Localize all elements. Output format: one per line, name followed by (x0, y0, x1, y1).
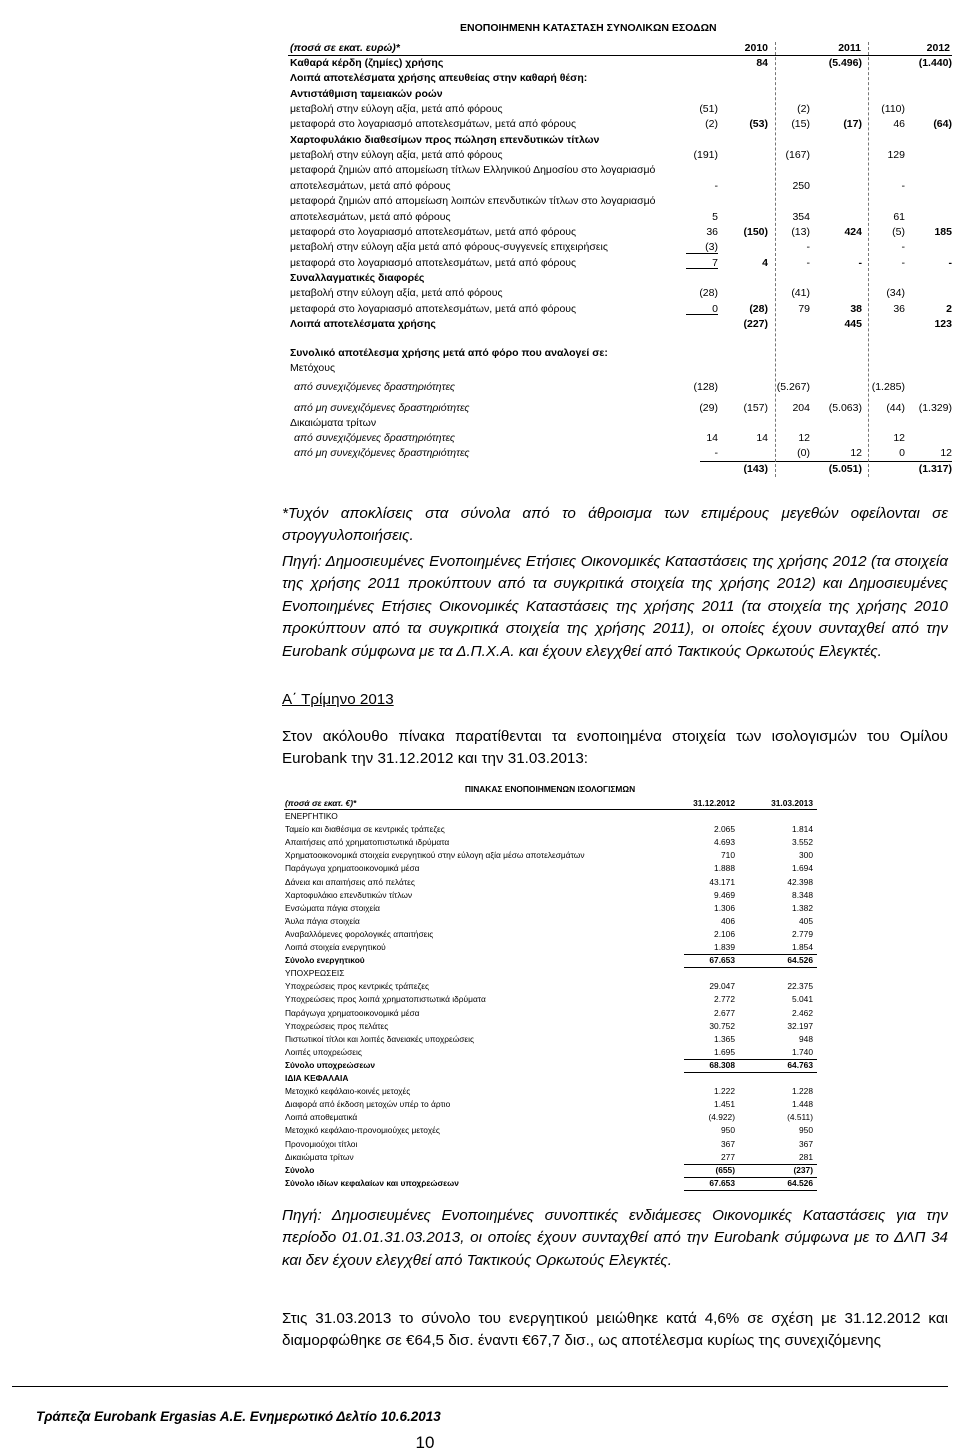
cell-value: 405 (799, 915, 813, 926)
cell-value: - (714, 447, 718, 459)
cell-value: (64) (933, 118, 952, 130)
row-label: Παράγωγα χρηματοοικονομικά μέσα (285, 1007, 420, 1018)
cell-value: (1.440) (918, 57, 952, 69)
row-label: ΥΠΟΧΡΕΩΣΕΙΣ (285, 968, 345, 979)
cell-value: 710 (721, 850, 735, 861)
cell-value: 36 (706, 226, 718, 238)
cell-value: 22.375 (787, 981, 813, 992)
row-label: Δάνεια και απαιτήσεις από πελάτες (285, 876, 415, 887)
cell-value: - (806, 241, 810, 253)
cell-value: 367 (799, 1138, 813, 1149)
cell-value: 4 (762, 257, 768, 269)
cell-value: - (901, 257, 905, 269)
table2-row (0, 1046, 960, 1059)
row-label: Παράγωγα χρηματοοικονομικά μέσα (285, 863, 420, 874)
table2-rule (684, 1164, 817, 1165)
row-label: Άυλα πάγια στοιχεία (285, 915, 360, 926)
source-note-1: Πηγή: Δημοσιευμένες Ενοποιημένες Ετήσιες Οικονομικές Καταστάσεις της χρήσης 2012 (τα στοιχεία της χρήσης 2011 προκύπτουν από τα συγκριτικά στοιχεία της χρήσης 2012) και Δημοσιευμένες Ενοποιημένες Ετήσιες Οικονομικές Καταστάσεις της χρήσης 2011 (τα στοιχεία της χρήσης 2010 προκύπτουν από τα συγκριτικά στοιχεία της χρήσης 2011), οι οποίες έχουν συνταχθεί από την Eurobank σύμφωνα με τα Δ.Π.Χ.Α. και έχουν ελεγχθεί από Τακτικούς Ορκωτούς Ελεγκτές. (282, 553, 948, 660)
section-heading: Α΄ Τρίμηνο 2013 (282, 691, 394, 708)
cell-value: 354 (792, 211, 810, 223)
footer-text: Τράπεζα Eurobank Ergasias A.E. Ενημερωτικό Δελτίο 10.6.2013 (36, 1409, 441, 1424)
cell-value: 4.693 (714, 837, 735, 848)
cell-value: 2.779 (792, 928, 813, 939)
cell-value: 1.694 (792, 863, 813, 874)
cell-value: (2) (797, 103, 810, 115)
cell-value: 281 (799, 1151, 813, 1162)
table2-row (0, 1059, 960, 1072)
cell-value: 32.197 (787, 1020, 813, 1031)
cell-value: 2.772 (714, 994, 735, 1005)
row-label: Χαρτοφυλάκιο διαθεσίμων προς πώληση επενδυτικών τίτλων (290, 134, 600, 146)
table2-row (0, 941, 960, 954)
cell-value: (4.922) (708, 1112, 735, 1123)
cell-value: (5) (892, 226, 905, 238)
table2-row (0, 849, 960, 862)
rounding-note: *Τυχόν αποκλίσεις στα σύνολα από το άθροισμα των επιμέρους μεγεθών οφείλονται σε στρογγυλοποιήσεις. (282, 505, 948, 545)
row-label: ΕΝΕΡΓΗΤΙΚΟ (285, 811, 338, 821)
cell-value: (17) (843, 118, 862, 130)
table2-row (0, 1007, 960, 1020)
year-2011: 2011 (838, 42, 861, 54)
table2-title: ΠΙΝΑΚΑΣ ΕΝΟΠΟΙΗΜΕΝΩΝ ΙΣΟΛΟΓΙΣΜΩΝ (464, 784, 636, 794)
table2-row (0, 876, 960, 889)
row-label: Μετοχικό κεφάλαιο-προνομιούχες μετοχές (285, 1125, 440, 1136)
cell-value: 406 (721, 915, 735, 926)
cell-value: (44) (886, 402, 905, 414)
table2-row (0, 862, 960, 875)
cell-value: 2.462 (792, 1007, 813, 1018)
cell-value: 445 (844, 318, 862, 330)
table2-row (0, 836, 960, 849)
cell-value: 67.653 (709, 955, 735, 966)
cell-value: (157) (743, 402, 768, 414)
cell-value: 1.448 (792, 1099, 813, 1110)
table2-row (0, 980, 960, 993)
cell-value: 12 (940, 447, 952, 459)
cell-value: 14 (706, 432, 718, 444)
table2-row (0, 902, 960, 915)
cell-value: 9.469 (714, 889, 735, 900)
cell-value: 424 (844, 226, 862, 238)
row-label: Χρηματοοικονομικά στοιχεία ενεργητικού στην εύλογη αξία μέσω αποτελεσμάτων (285, 850, 585, 861)
cell-value: 1.451 (714, 1099, 735, 1110)
row-label: Χαρτοφυλάκιο επενδυτικών τίτλων (285, 889, 413, 900)
row-label: Υποχρεώσεις προς κεντρικές τράπεζες (285, 981, 430, 992)
cell-value: - (714, 180, 718, 192)
cell-value: - (806, 257, 810, 269)
table2-rule (684, 1072, 817, 1073)
row-label: μεταβολή στην εύλογη αξία, μετά από φόρους (290, 149, 503, 161)
table2-rule (684, 967, 817, 968)
row-label: Δικαιώματα τρίτων (285, 1151, 354, 1162)
row-label: Λοιπά αποτελέσματα χρήσης απευθείας στην καθαρή θέση: (290, 72, 588, 84)
cell-value: 1.695 (714, 1046, 735, 1057)
row-label: μεταφορά ζημιών από απομείωση λοιπών επενδυτικών τίτλων στο λογαριασμό (290, 195, 656, 207)
cell-value: 2 (946, 303, 952, 315)
cell-value: (167) (785, 149, 810, 161)
row-label: Σύνολο (285, 1164, 315, 1175)
cell-value: (2) (705, 118, 718, 130)
row-label: Ταμείο και διαθέσιμα σε κεντρικές τράπεζες (285, 824, 445, 835)
table2-row (0, 1072, 960, 1085)
row-label: μεταβολή στην εύλογη αξία μετά από φόρους-συγγενείς επιχειρήσεις (290, 241, 608, 253)
row-label: από μη συνεχιζόμενες δραστηριότητες (294, 402, 470, 414)
table2-rule (684, 1059, 817, 1060)
row-label: Απαιτήσεις από χρηματοπιστωτικά ιδρύματα (285, 837, 450, 848)
cell-value: (51) (699, 103, 718, 115)
cell-value: 64.763 (787, 1059, 813, 1070)
row-label: Λοιπά αποτελέσματα χρήσης (290, 318, 436, 330)
row-label: από συνεχιζόμενες δραστηριότητες (294, 381, 455, 393)
cell-value: (110) (881, 103, 905, 115)
table2-currency-note: (ποσά σε εκατ. €)* (285, 798, 357, 808)
table2-row (0, 1164, 960, 1177)
cell-value: 1.382 (792, 902, 813, 913)
source-note-2: Πηγή: Δημοσιευμένες Ενοποιημένες συνοπτικές ενδιάμεσες Οικονομικές Καταστάσεις για την περίοδο 01.01.31.03.2013, οι οποίες έχουν συνταχθεί από την Eurobank σύμφωνα με το ΔΛΠ 34 και δεν έχουν ελεγχθεί από Τακτικούς Ορκωτούς Ελεγκτές. (282, 1207, 948, 1269)
cell-value: - (901, 180, 905, 192)
cell-value: 948 (799, 1033, 813, 1044)
cell-value: 64.526 (787, 955, 813, 966)
cell-value: (34) (886, 287, 905, 299)
table2-rule (684, 1177, 817, 1178)
cell-value: 46 (893, 118, 905, 130)
row-label: μεταβολή στην εύλογη αξία, μετά από φόρους (290, 103, 503, 115)
table2-row (0, 810, 960, 823)
cell-value: 12 (798, 432, 810, 444)
cell-value: (15) (791, 118, 810, 130)
cell-value: 204 (792, 402, 810, 414)
row-label: Σύνολο υποχρεώσεων (285, 1059, 376, 1070)
cell-value: 67.653 (709, 1177, 735, 1188)
cell-value: 12 (893, 432, 905, 444)
row-label: Μετοχικό κεφάλαιο-κοινές μετοχές (285, 1086, 411, 1097)
row-label: Λοιπές υποχρεώσεις (285, 1046, 362, 1057)
cell-value: (53) (749, 118, 768, 130)
row-label: Ενσώματα πάγια στοιχεία (285, 902, 380, 913)
intro-text: Στον ακόλουθο πίνακα παρατίθενται τα ενοποιημένα στοιχεία των ισολογισμών του Ομίλου Eurobank την 31.12.2012 και την 31.03.2013: (282, 728, 948, 768)
cell-value: 38 (850, 303, 862, 315)
cell-value: 0 (712, 303, 718, 315)
cell-value: 1.306 (714, 902, 735, 913)
table2-row (0, 1138, 960, 1151)
cell-value: 36 (893, 303, 905, 315)
cell-value: (0) (797, 447, 810, 459)
cell-value: - (948, 257, 952, 269)
row-label: Λοιπά στοιχεία ενεργητικού (285, 942, 386, 952)
table2-row (0, 1111, 960, 1124)
year-2012: 2012 (926, 42, 950, 54)
row-label: μεταφορά στο λογαριασμό αποτελεσμάτων, μετά από φόρους (290, 118, 577, 130)
cell-value: 185 (934, 226, 952, 238)
cell-value: 2.065 (714, 824, 735, 835)
table2-rule (684, 954, 817, 955)
total-heading: Συνολικό αποτέλεσμα χρήσης μετά από φόρο που αναλογεί σε: (290, 347, 608, 359)
cell-value: (128) (693, 381, 718, 393)
row-label: μεταφορά στο λογαριασμό αποτελεσμάτων, μετά από φόρους (290, 303, 577, 315)
cell-value: (29) (699, 402, 718, 414)
row-label: Λοιπά αποθεματικά (285, 1112, 358, 1123)
cell-value: 68.308 (709, 1059, 735, 1070)
cell-value: 8.348 (792, 889, 813, 900)
cell-value: 5.041 (792, 994, 813, 1005)
table2-row (0, 1085, 960, 1098)
cell-value: (1.329) (918, 402, 952, 414)
cell-value: 5 (712, 211, 718, 223)
cell-value: 1.740 (792, 1046, 813, 1057)
closing-text: Στις 31.03.2013 το σύνολο του ενεργητικού μειώθηκε κατά 4,6% σε σχέση με 31.12.2012 και διαμορφώθηκε σε €64,5 δισ. έναντι €67,7 δισ., ως αποτέλεσμα κυρίως της συνεχιζόμενης (282, 1310, 948, 1350)
row-label: μεταβολή στην εύλογη αξία, μετά από φόρους (290, 287, 503, 299)
row-label: Συναλλαγματικές διαφορές (290, 272, 425, 284)
cell-value: (237) (793, 1164, 813, 1175)
cell-value: 1.222 (714, 1086, 735, 1097)
row-label: μεταφορά στο λογαριασμό αποτελεσμάτων, μετά από φόρους (290, 226, 577, 238)
row-label: από μη συνεχιζόμενες δραστηριότητες (294, 447, 470, 459)
cell-value: (150) (743, 226, 768, 238)
cell-value: 30.752 (709, 1020, 735, 1031)
cell-value: 1.228 (792, 1086, 813, 1097)
table2-row (0, 915, 960, 928)
cell-value: 3.552 (792, 837, 813, 848)
cell-value: (655) (715, 1164, 735, 1175)
row-label: Πιστωτικοί τίτλοι και λοιπές δανειακές υποχρεώσεις (285, 1033, 475, 1044)
cell-value: 79 (798, 303, 810, 315)
page-number: 10 (415, 1433, 435, 1452)
cell-value: 1.365 (714, 1033, 735, 1044)
row-label: Αναβαλλόμενες φορολογικές απαιτήσεις (285, 928, 434, 939)
table2-row (0, 1098, 960, 1111)
table2-row (0, 1177, 960, 1190)
table2-row (0, 889, 960, 902)
cell-value: 61 (893, 211, 905, 223)
cell-value: (1.285) (871, 381, 905, 393)
table2-rule (684, 1190, 817, 1191)
cell-value: 250 (792, 180, 810, 192)
cell-value: 123 (934, 318, 952, 330)
cell-value: 1.814 (792, 824, 813, 835)
cell-value: 129 (887, 149, 905, 161)
shareholders-label: Μετόχους (290, 362, 336, 374)
cell-value: 277 (721, 1151, 735, 1162)
cell-value: 43.171 (709, 876, 735, 887)
cell-value: (5.496) (828, 57, 862, 69)
col-31-03-2013: 31.03.2013 (771, 798, 813, 808)
cell-value: - (901, 241, 905, 253)
cell-value: 300 (799, 850, 813, 861)
table2-row (0, 1124, 960, 1137)
col-31-12-2012: 31.12.2012 (693, 798, 735, 808)
cell-value: 14 (756, 432, 768, 444)
cell-value: (4.511) (787, 1112, 813, 1123)
cell-value: 2.106 (714, 928, 735, 939)
cell-value: (1.317) (918, 463, 952, 475)
row-label: Σύνολο ιδίων κεφαλαίων και υποχρεώσεων (285, 1177, 459, 1188)
table1-title: ΕΝΟΠΟΙΗΜΕΝΗ ΚΑΤΑΣΤΑΣΗ ΣΥΝΟΛΙΚΩΝ ΕΣΟΔΩΝ (460, 22, 717, 34)
row-label: Σύνολο ενεργητικού (285, 955, 365, 966)
cell-value: 7 (712, 257, 718, 269)
row-label: Υποχρεώσεις προς λοιπά χρηματοπιστωτικά ιδρύματα (285, 994, 486, 1005)
cell-value: 0 (899, 447, 905, 459)
cell-value: (5.051) (828, 463, 862, 475)
cell-value: 64.526 (787, 1177, 813, 1188)
cell-value: 84 (756, 57, 768, 69)
cell-value: (41) (791, 287, 810, 299)
table1-currency-note: (ποσά σε εκατ. ευρώ)* (290, 42, 400, 54)
cell-value: (143) (743, 463, 768, 475)
cell-value: 2.677 (714, 1007, 735, 1018)
cell-value: (28) (699, 287, 718, 299)
row-label: από συνεχιζόμενες δραστηριότητες (294, 432, 455, 444)
cell-value: 1.854 (792, 942, 813, 952)
cell-value: - (858, 257, 862, 269)
table2-row (0, 928, 960, 941)
row-label: μεταφορά στο λογαριασμό αποτελεσμάτων, μετά από φόρους (290, 257, 577, 269)
table2-row (0, 1020, 960, 1033)
cell-value: 12 (850, 447, 862, 459)
cell-value: (191) (693, 149, 718, 161)
cell-value: (3) (705, 241, 718, 253)
cell-value: 42.398 (787, 876, 813, 887)
row-label: Καθαρά κέρδη (ζημίες) χρήσης (290, 57, 444, 69)
cell-value: (5.063) (828, 402, 862, 414)
row-label: Προνομιούχοι τίτλοι (285, 1138, 358, 1149)
cell-value: (13) (791, 226, 810, 238)
cell-value: 29.047 (709, 981, 735, 992)
table2-row (0, 823, 960, 836)
cell-value: (227) (743, 318, 768, 330)
row-label: Διαφορά από έκδοση μετοχών υπέρ το άρτιο (285, 1099, 451, 1110)
cell-value: 367 (721, 1138, 735, 1149)
year-2010: 2010 (744, 42, 768, 54)
row-label: αποτελεσμάτων, μετά από φόρους (290, 180, 451, 192)
row-label: μεταφορά ζημιών από απομείωση τίτλων Ελληνικού Δημοσίου στο λογαριασμό (290, 164, 656, 176)
table2-row (0, 954, 960, 967)
cell-value: 1.839 (714, 942, 735, 952)
table2-row (0, 993, 960, 1006)
row-label: Αντιστάθμιση ταμειακών ροών (290, 88, 443, 100)
minority-label: Δικαιώματα τρίτων (290, 417, 377, 429)
cell-value: 950 (721, 1125, 735, 1136)
cell-value: 950 (799, 1125, 813, 1136)
table2-row (0, 1151, 960, 1164)
cell-value: (28) (749, 303, 768, 315)
cell-value: (5.267) (776, 381, 810, 393)
row-label: ΙΔΙΑ ΚΕΦΑΛΑΙΑ (285, 1073, 349, 1083)
table2-row (0, 967, 960, 980)
table2-row (0, 1033, 960, 1046)
cell-value: 1.888 (714, 863, 735, 874)
row-label: Υποχρεώσεις προς πελάτες (285, 1020, 389, 1031)
row-label: αποτελεσμάτων, μετά από φόρους (290, 211, 451, 223)
